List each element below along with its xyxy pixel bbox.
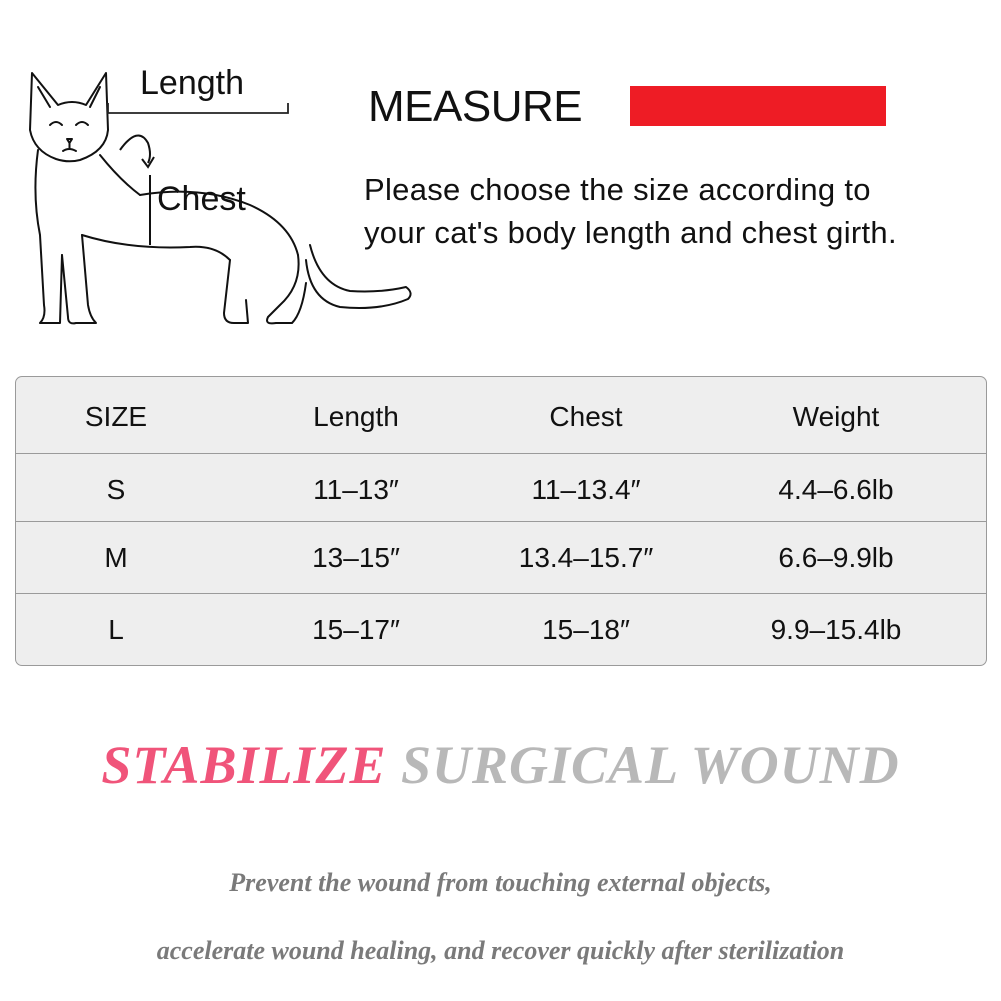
headline-words-surgical-wound: SURGICAL WOUND [400,735,900,795]
size-value: S [106,474,126,505]
weight-value: 9.9–15.4lb [770,614,902,645]
length-value: 15–17″ [312,614,400,645]
instruction-line-2: your cat's body length and chest girth. [364,215,897,250]
chest-value: 13.4–15.7″ [518,542,654,573]
size-chart-table [15,376,987,666]
size-instruction [364,168,994,254]
length-label: Length [140,64,244,102]
chest-value: 11–13.4″ [531,474,641,505]
header-weight: Weight [792,401,880,432]
header-size: SIZE [84,401,148,432]
header-length: Length [313,401,399,432]
table-row [16,593,986,666]
chest-label: Chest [157,180,246,218]
length-value: 13–15″ [312,542,400,573]
measure-heading: MEASURE [368,82,583,131]
headline [0,734,1001,796]
tagline-line-2: accelerate wound healing, and recover quickly after sterilization [156,936,845,965]
weight-value: 4.4–6.6lb [778,474,894,505]
weight-value: 6.6–9.9lb [778,542,894,573]
table-row [16,453,986,526]
instruction-line-1: Please choose the size according to [364,172,871,207]
size-value: M [104,542,128,573]
headline-word-stabilize: STABILIZE [101,735,387,795]
table-row [16,521,986,594]
chest-value: 15–18″ [542,614,630,645]
size-value: L [108,614,124,645]
length-value: 11–13″ [313,474,399,505]
tagline-line-1: Prevent the wound from touching external objects, [229,868,772,897]
measure-accent-bar [630,86,886,126]
table-header-row [16,381,986,453]
header-chest: Chest [549,401,623,432]
